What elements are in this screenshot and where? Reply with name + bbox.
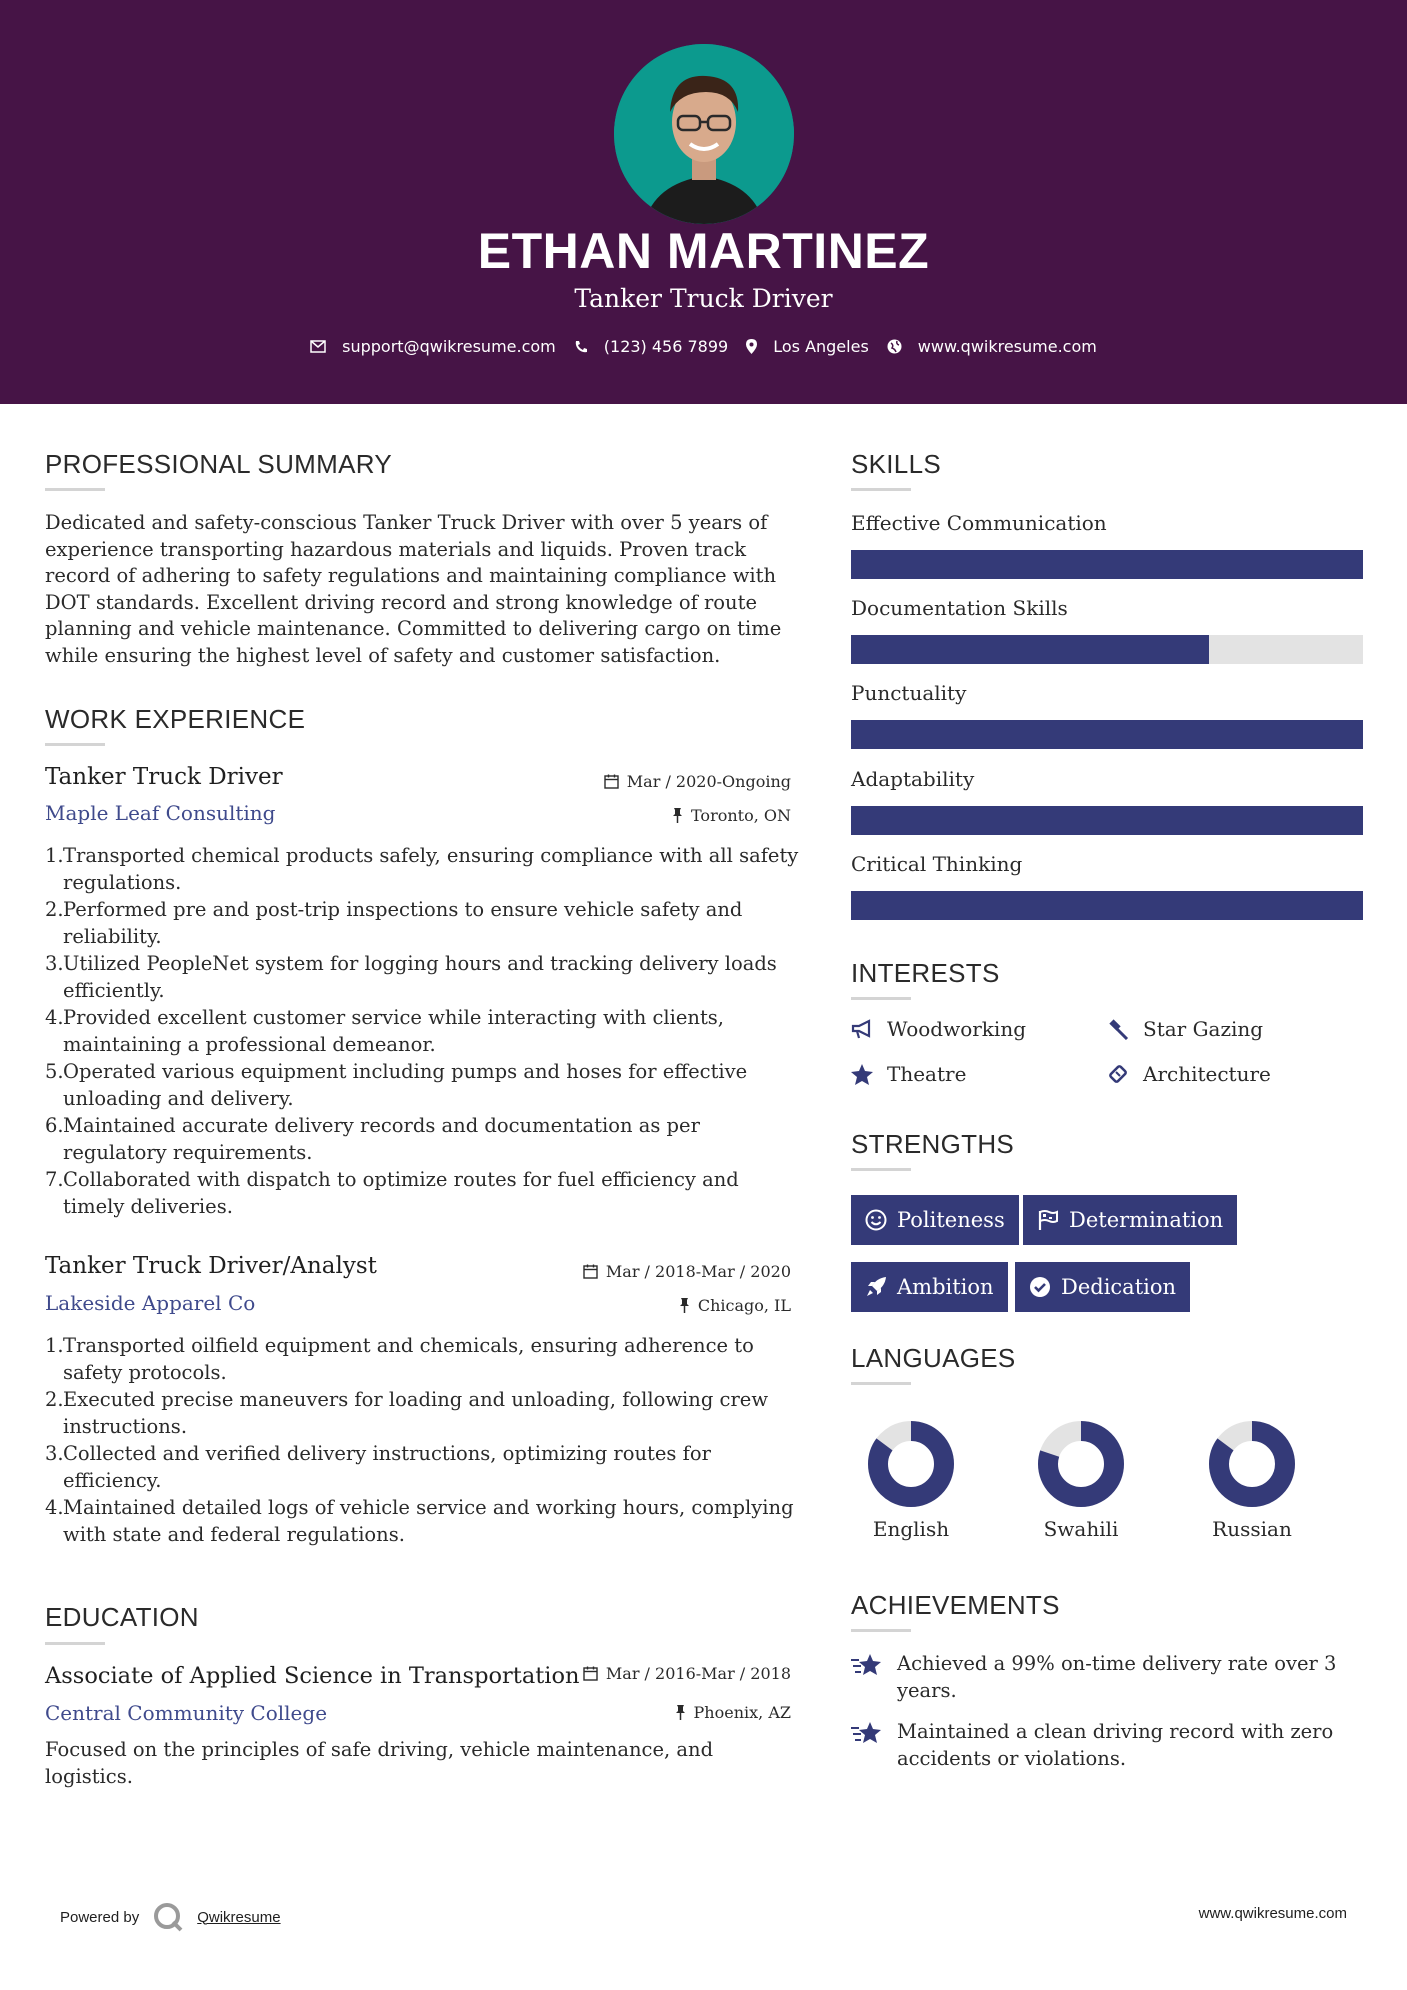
language-donut [868,1421,954,1507]
rocket-icon [865,1276,887,1298]
job-location-text: Toronto, ON [691,806,791,825]
education-school: Central Community College [45,1701,328,1725]
shooting-star-icon [851,1720,883,1746]
interest-item [851,1062,966,1086]
interest-label: Star Gazing [1143,1017,1264,1041]
education-date [583,1664,791,1683]
contact-phone-text: (123) 456 7899 [603,337,729,356]
star-icon [851,1064,873,1085]
contact-website[interactable] [887,337,1097,356]
powered-by-label: Powered by [60,1908,140,1926]
calendar-icon [604,774,619,789]
strength-badge [851,1195,1019,1245]
contact-phone[interactable] [574,337,728,356]
skill-bar-fill [851,550,1363,579]
skill-label: Critical Thinking [851,852,1023,876]
phone-icon [574,340,588,354]
job-date [583,1262,791,1281]
skill-bar [851,891,1363,920]
candidate-name: ETHAN MARTINEZ [477,223,930,279]
header-banner [0,0,1407,404]
envelope-icon [310,340,326,353]
education-description: Focused on the principles of safe driving, vehicle maintenance, and logistics. [45,1738,714,1788]
list-item: 5. Operated various equipment including pumps and hoses for effective unloading and delivery. [45,1060,748,1110]
job-date [604,772,791,791]
education-location-text: Phoenix, AZ [693,1703,791,1722]
skill-label: Adaptability [851,767,975,791]
skill-bar-fill [851,806,1363,835]
language-label: Russian [1212,1517,1292,1541]
education-heading: EDUCATION [45,1602,199,1632]
experience-heading: WORK EXPERIENCE [45,704,306,734]
pin-icon [675,1705,686,1720]
interest-item [1107,1062,1271,1086]
language-item [1021,1421,1141,1541]
skill-label: Documentation Skills [851,596,1068,620]
footer-powered-by [60,1902,281,1932]
strength-label: Ambition [897,1275,994,1299]
strength-badge [1023,1195,1237,1245]
list-item: 7. Collaborated with dispatch to optimize routes for fuel efficiency and timely deliveries. [45,1168,739,1218]
summary-text: Dedicated and safety-conscious Tanker Truck Driver with over 5 years of experience transporting hazardous materials and liquids. Proven track record of adhering to safety regulations and maintaining compliance with DOT standards. Excellent driving record and strong knowledge of route planning and vehicle maintenance. Committed to delivering cargo on time while ensuring the highest level of safety and customer satisfaction. [45,511,782,667]
interest-label: Woodworking [887,1017,1027,1041]
job-title: Tanker Truck Driver [45,764,283,790]
ticket-icon [1107,1063,1129,1085]
contact-location [746,337,869,356]
skill-bar [851,550,1363,579]
list-item: 3. Collected and verified delivery instructions, optimizing routes for efficiency. [45,1442,711,1492]
achievement-item [851,1650,1351,1704]
job-location [679,1296,791,1315]
job-duties-list [45,842,805,1220]
list-item: 2. Executed precise maneuvers for loading and unloading, following crew instructions. [45,1388,769,1438]
interest-item [851,1017,1026,1041]
job-company: Maple Leaf Consulting [45,801,276,825]
qwikresume-logo-icon [153,1902,183,1932]
language-donut [1038,1421,1124,1507]
language-label: English [872,1517,950,1541]
list-item: 4. Provided excellent customer service while interacting with clients, maintaining a professional demeanor. [45,1006,725,1056]
job-title: Tanker Truck Driver/Analyst [45,1253,377,1279]
job-date-text: Mar / 2018-Mar / 2020 [605,1262,791,1281]
interests-heading: INTERESTS [851,958,1000,988]
interest-label: Architecture [1143,1062,1271,1086]
smile-icon [865,1209,887,1231]
avatar [614,44,794,224]
achievement-text: Maintained a clean driving record with zero accidents or violations. [897,1720,1334,1770]
job-location-text: Chicago, IL [697,1296,791,1315]
contact-email[interactable] [310,337,556,356]
list-item: 4. Maintained detailed logs of vehicle service and working hours, complying with state and federal regulations. [45,1496,794,1546]
shooting-star-icon [851,1652,883,1678]
interests-divider [851,997,911,1000]
skill-bar-fill [851,635,1209,664]
pin-icon [679,1298,690,1313]
skill-bar [851,635,1363,664]
list-item: 2. Performed pre and post-trip inspections to ensure vehicle safety and reliability. [45,898,743,948]
calendar-icon [583,1666,598,1681]
education-date-text: Mar / 2016-Mar / 2018 [605,1664,791,1683]
languages-divider [851,1382,911,1385]
gavel-icon [1107,1018,1129,1040]
skill-bar [851,720,1363,749]
strength-badge [851,1262,1008,1312]
job-company: Lakeside Apparel Co [45,1291,256,1315]
candidate-title: Tanker Truck Driver [574,284,833,313]
megaphone-icon [851,1019,873,1039]
map-marker-icon [746,339,757,354]
strength-badge [1015,1262,1190,1312]
job-duties-list [45,1332,805,1548]
contact-email-text: support@qwikresume.com [342,337,556,356]
strengths-divider [851,1168,911,1171]
language-item [1192,1421,1312,1541]
education-degree: Associate of Applied Science in Transportation [45,1663,580,1689]
interest-item [1107,1017,1263,1041]
interest-label: Theatre [887,1062,967,1086]
contact-bar [0,337,1407,356]
pin-icon [672,808,683,823]
experience-divider [45,743,105,746]
achievement-text: Achieved a 99% on-time delivery rate over 3 years. [897,1652,1337,1702]
skill-bar-fill [851,891,1363,920]
skill-bar-fill [851,720,1363,749]
list-item: 6. Maintained accurate delivery records and documentation as per regulatory requirements. [45,1114,700,1164]
list-item: 1. Transported chemical products safely, ensuring compliance with all safety regulations. [45,844,799,894]
education-divider [45,1642,105,1645]
skills-divider [851,488,911,491]
language-item [851,1421,971,1541]
skill-label: Punctuality [851,681,967,705]
footer-website[interactable]: www.qwikresume.com [1198,1905,1347,1922]
qwikresume-link[interactable]: Qwikresume [197,1908,281,1926]
list-item: 3. Utilized PeopleNet system for logging hours and tracking delivery loads efficiently. [45,952,777,1002]
globe-icon [887,339,902,354]
education-location [675,1703,791,1722]
calendar-icon [583,1264,598,1279]
summary-heading: PROFESSIONAL SUMMARY [45,449,392,479]
strength-label: Politeness [897,1208,1005,1232]
strength-label: Determination [1069,1208,1224,1232]
language-label: Swahili [1043,1517,1119,1541]
job-date-text: Mar / 2020-Ongoing [626,772,791,791]
achievements-heading: ACHIEVEMENTS [851,1590,1060,1620]
achievements-divider [851,1629,911,1632]
contact-website-text: www.qwikresume.com [917,337,1097,356]
languages-heading: LANGUAGES [851,1343,1016,1373]
achievement-item [851,1718,1351,1772]
check-circle-icon [1029,1276,1051,1298]
skill-label: Effective Communication [851,511,1107,535]
skill-bar [851,806,1363,835]
contact-location-text: Los Angeles [773,337,869,356]
skills-heading: SKILLS [851,449,941,479]
summary-divider [45,488,105,491]
language-donut [1209,1421,1295,1507]
strengths-heading: STRENGTHS [851,1129,1015,1159]
flag-icon [1037,1209,1059,1231]
list-item: 1. Transported oilfield equipment and chemicals, ensuring adherence to safety protocols. [45,1334,754,1384]
job-location [672,806,791,825]
strength-label: Dedication [1061,1275,1177,1299]
